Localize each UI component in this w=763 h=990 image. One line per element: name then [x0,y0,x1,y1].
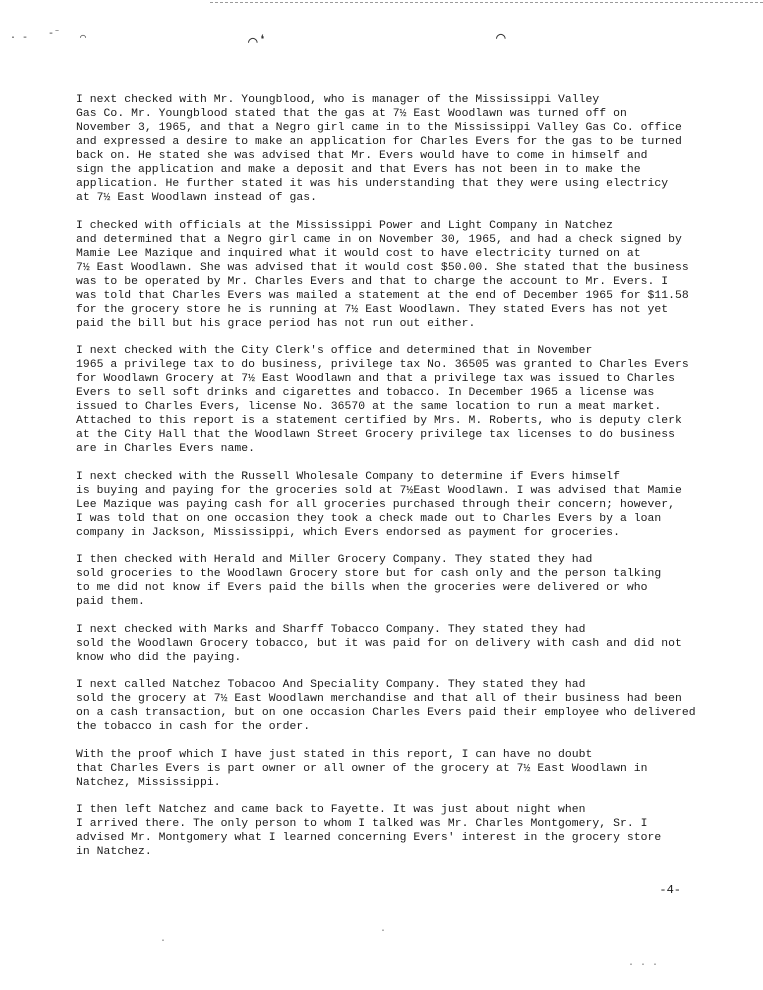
scan-mark-left: · - [10,33,29,44]
scan-speck-3: · [380,926,387,937]
scan-mark-left-3: ⌒ [80,33,87,44]
paragraph-natchez-tobacco: I next called Natchez Tobacoo And Speciality Company. They stated they had sold the grocery at 7½ East Woodlawn merchandise and that all of their business had been on a cash transaction, but on one occasion Charles Evers paid their employee who delivered the tobacco in cash for the order. [76,679,696,733]
scan-speck: · · · [628,960,659,971]
page-number: -4- [659,883,681,897]
paragraph-conclusion: With the proof which I have just stated in this report, I can have no doubt that Charles Evers is part owner or all owner of the grocery at 7½ East Woodlawn in Natchez, Mississippi. [76,748,648,789]
scan-mark-right: ⌒ [496,29,506,47]
scan-mark-left-2: -⁻ [48,29,61,40]
paragraph-marks-sharff: I next checked with Marks and Sharff Tobacco Company. They stated they had sold the Woodlawn Grocery tobacco, but it was paid for on delivery with cash and did not know who did the paying. [76,623,682,664]
scan-speck-2: · [160,936,167,947]
report-body [76,93,726,873]
scan-mark-center: ⌒❛ [248,33,268,51]
paragraph-fayette: I then left Natchez and came back to Fayette. It was just about night when I arrived there. The only person to whom I talked was Mr. Charles Montgomery, Sr. I advised Mr. Montgomery what I learned concerning Evers' interest in the grocery store in Natchez. [76,804,662,858]
paragraph-herald-miller: I then checked with Herald and Miller Grocery Company. They stated they had sold groceries to the Woodlawn Grocery store but for cash only and the person talking to me did not know if Evers paid the bills when the groceries were delivered or who paid them. [76,554,662,608]
paragraph-city-clerk: I next checked with the City Clerk's office and determined that in November 1965 a privilege tax to do business, privilege tax No. 36505 was granted to Charles Evers for Woodlawn Grocery at 7½ East Woodlawn and that a privilege tax was issued to Charles Evers to sell soft drinks and cigarettes and tobacco. In December 1965 a license was issued to Charles Evers, license No. 36570 at the same location to run a meat market. Attached to this report is a statement certified by Mrs. M. Roberts, who is deputy clerk at the City Hall that the Woodlawn Street Grocery privilege tax licenses to do business are in Charles Evers name. [76,345,689,455]
paragraph-power-light: I checked with officials at the Mississippi Power and Light Company in Natchez and determined that a Negro girl came in on November 30, 1965, and had a check signed by Mamie Lee Mazique and inquired what it would cost to have electricity turned on at 7½ East Woodlawn. She was advised that it would cost $50.00. She stated that the business was to be operated by Mr. Charles Evers and that to charge the account to Mr. Evers. I was told that Charles Evers was mailed a statement at the end of December 1965 for $11.58 for the grocery store he is running at 7½ East Woodlawn. They stated Evers has not yet paid the bill but his grace period has not run out either. [76,219,689,330]
paragraph-youngblood-gas: I next checked with Mr. Youngblood, who is manager of the Mississippi Valley Gas Co. Mr. Youngblood stated that the gas at 7½ East Woodlawn was turned off on November 3, 1965, and that a Negro girl came in to the Mississippi Valley Gas Co. office and expressed a desire to make an application for Charles Evers for the gas to be turned back on. He stated she was advised that Mr. Evers would have to come in himself and sign the application and make a deposit and that Evers has not been in to make the application. He further stated it was his understanding that they were using electricy at 7½ East Woodlawn instead of gas. [76,94,682,204]
top-edge-dashes [210,2,763,3]
paragraph-russell-wholesale: I next checked with the Russell Wholesale Company to determine if Evers himself is buying and paying for the groceries sold at 7½East Woodlawn. I was advised that Mamie Lee Mazique was paying cash for all groceries purchased through their concern; however, I was told that on one occasion they took a check made out to Charles Evers by a loan company in Jackson, Mississippi, which Evers endorsed as payment for groceries. [76,470,682,539]
